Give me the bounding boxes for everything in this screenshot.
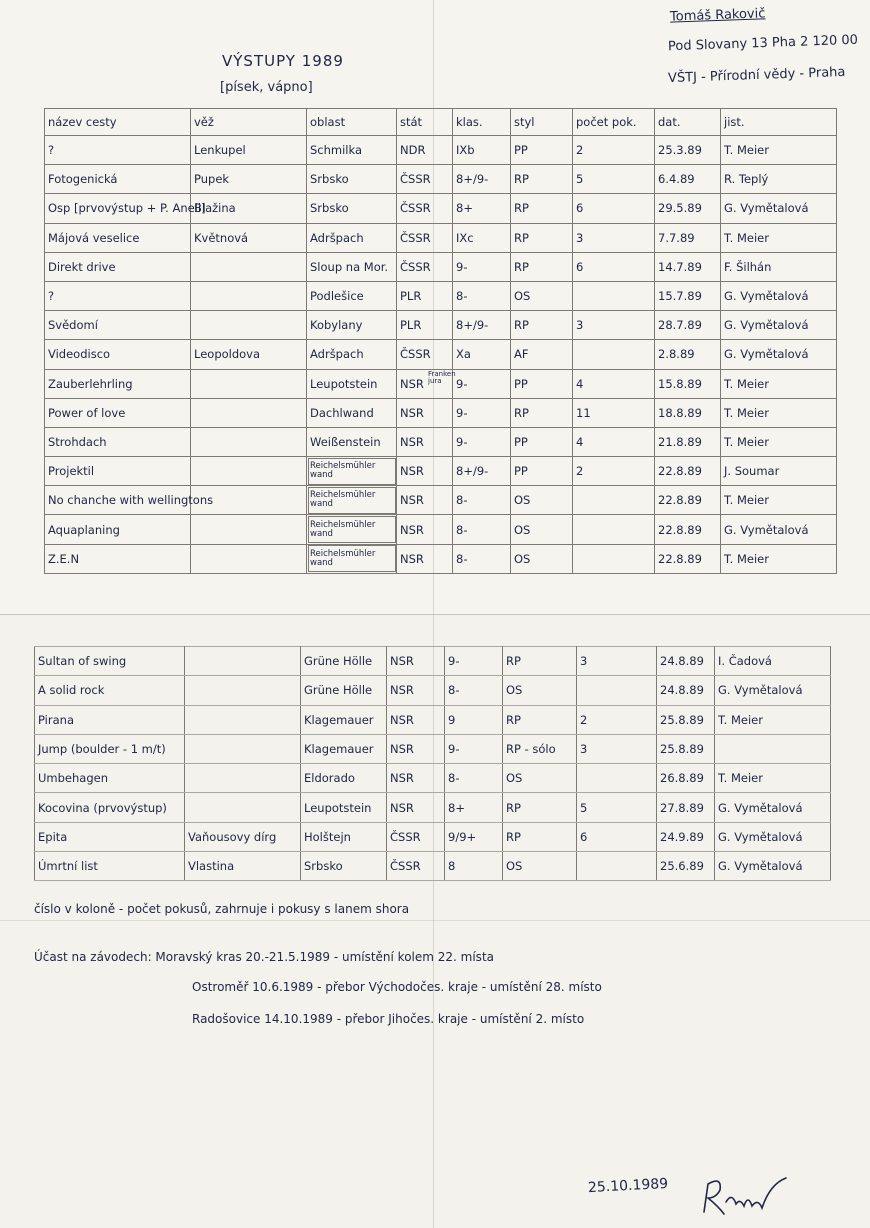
belay-cell: G. Vymětalová: [715, 793, 831, 822]
country-cell: NSR: [397, 544, 453, 573]
attempts-cell: [573, 486, 655, 515]
column-header: stát: [397, 109, 453, 136]
tower-cell: [191, 544, 307, 573]
attempts-cell: 2: [573, 136, 655, 165]
grade-cell: 8+/9-: [453, 165, 511, 194]
area-cell: Eldorado: [301, 764, 387, 793]
date-cell: 18.8.89: [655, 398, 721, 427]
grade-cell: 8-: [453, 544, 511, 573]
belay-cell: T. Meier: [715, 764, 831, 793]
country-cell: NSR: [387, 705, 445, 734]
area-cell: Dachlwand: [307, 398, 397, 427]
route-name-cell: Jump (boulder - 1 m/t): [35, 734, 185, 763]
attempts-cell: 11: [573, 398, 655, 427]
route-name-cell: Videodisco: [45, 340, 191, 369]
route-name-cell: Umbehagen: [35, 764, 185, 793]
table-row: [45, 427, 837, 456]
attempts-cell: 5: [577, 793, 657, 822]
grade-cell: 8-: [453, 515, 511, 544]
table-row: [45, 223, 837, 252]
style-cell: RP: [511, 252, 573, 281]
table-row: [35, 647, 831, 676]
table-row: [45, 252, 837, 281]
grade-cell: 8-: [453, 281, 511, 310]
tower-cell: [191, 457, 307, 486]
grade-cell: 9-: [453, 398, 511, 427]
country-cell: NDR: [397, 136, 453, 165]
grade-cell: 9-: [445, 734, 503, 763]
area-cell: Kobylany: [307, 311, 397, 340]
style-cell: RP - sólo: [503, 734, 577, 763]
style-cell: RP: [503, 793, 577, 822]
route-name-cell: Aquaplaning: [45, 515, 191, 544]
attempts-cell: 2: [573, 457, 655, 486]
attempts-cell: [577, 676, 657, 705]
style-cell: OS: [503, 676, 577, 705]
belay-cell: T. Meier: [721, 427, 837, 456]
date-cell: 22.8.89: [655, 457, 721, 486]
route-name-cell: Direkt drive: [45, 252, 191, 281]
attempts-cell: [573, 544, 655, 573]
belay-cell: T. Meier: [715, 705, 831, 734]
route-name-cell: Epita: [35, 822, 185, 851]
grade-cell: 9/9+: [445, 822, 503, 851]
tower-cell: Vaňousovy dírg: [185, 822, 301, 851]
competitions-line-1: Účast na závodech: Moravský kras 20.-21.5.1989 - umístění kolem 22. místa: [34, 950, 494, 964]
style-cell: OS: [511, 544, 573, 573]
attempts-cell: [577, 764, 657, 793]
area-cell: Leupotstein: [301, 793, 387, 822]
belay-cell: T. Meier: [721, 398, 837, 427]
grade-cell: Xa: [453, 340, 511, 369]
date-cell: 22.8.89: [655, 515, 721, 544]
date-cell: 25.6.89: [657, 852, 715, 881]
author-address: Pod Slovany 13 Pha 2 120 00: [667, 32, 859, 55]
attempts-cell: [577, 852, 657, 881]
route-name-cell: ?: [45, 281, 191, 310]
table-row: [35, 764, 831, 793]
tower-cell: Vlastina: [185, 852, 301, 881]
area-cell: Srbsko: [307, 194, 397, 223]
date-cell: 25.3.89: [655, 136, 721, 165]
belay-cell: G. Vymětalová: [721, 311, 837, 340]
belay-cell: I. Čadová: [715, 647, 831, 676]
route-name-cell: Pirana: [35, 705, 185, 734]
route-name-cell: Svědomí: [45, 311, 191, 340]
area-cell: Grüne Hölle: [301, 676, 387, 705]
table-row: [45, 194, 837, 223]
style-cell: RP: [503, 705, 577, 734]
country-cell: NSR: [387, 647, 445, 676]
area-cell: Reichelsmühler wand: [307, 486, 397, 515]
tower-cell: [185, 647, 301, 676]
route-name-cell: Power of love: [45, 398, 191, 427]
style-cell: RP: [511, 165, 573, 194]
attempts-cell: 3: [573, 223, 655, 252]
page-title: VÝSTUPY 1989: [222, 52, 344, 70]
grade-cell: 9-: [453, 369, 511, 398]
country-cell: NSR: [387, 764, 445, 793]
attempts-cell: 6: [573, 194, 655, 223]
grade-cell: 9-: [445, 647, 503, 676]
table-row: [35, 705, 831, 734]
belay-cell: T. Meier: [721, 136, 837, 165]
area-cell: Reichelsmühler wand: [307, 457, 397, 486]
table-header-row: [45, 109, 837, 136]
date-cell: 21.8.89: [655, 427, 721, 456]
attempts-cell: 2: [577, 705, 657, 734]
country-cell: NSR: [397, 486, 453, 515]
attempts-cell: 4: [573, 369, 655, 398]
route-name-cell: Kocovina (prvovýstup): [35, 793, 185, 822]
route-name-cell: Osp [prvovýstup + P. Aneli]: [45, 194, 191, 223]
style-cell: OS: [503, 764, 577, 793]
area-cell: Schmilka: [307, 136, 397, 165]
column-header: jist.: [721, 109, 837, 136]
date-cell: 7.7.89: [655, 223, 721, 252]
date-cell: 15.8.89: [655, 369, 721, 398]
date-cell: 24.8.89: [657, 676, 715, 705]
area-cell: Weißenstein: [307, 427, 397, 456]
climbs-table-bottom: [34, 646, 831, 881]
table-row: [45, 457, 837, 486]
date-cell: 25.8.89: [657, 705, 715, 734]
competitions-line-3: Radošovice 14.10.1989 - přebor Jihočes. kraje - umístění 2. místo: [192, 1012, 585, 1026]
tower-cell: [191, 252, 307, 281]
table-row: [35, 852, 831, 881]
grade-cell: 8: [445, 852, 503, 881]
style-cell: RP: [511, 311, 573, 340]
table-row: [45, 165, 837, 194]
country-cell: ČSSR: [387, 822, 445, 851]
tower-cell: [191, 369, 307, 398]
tower-cell: [191, 515, 307, 544]
area-cell: Leupotstein: [307, 369, 397, 398]
area-cell: Klagemauer: [301, 734, 387, 763]
table-row: [45, 136, 837, 165]
style-cell: RP: [511, 223, 573, 252]
belay-cell: G. Vymětalová: [721, 515, 837, 544]
competitions-line-2: Ostroměř 10.6.1989 - přebor Východočes. kraje - umístění 28. místo: [192, 980, 602, 994]
table-row: [35, 822, 831, 851]
country-cell: ČSSR: [397, 252, 453, 281]
grade-cell: 8+: [453, 194, 511, 223]
signature-date: 25.10.1989: [587, 1175, 669, 1197]
area-cell: Grüne Hölle: [301, 647, 387, 676]
signature: [700, 1172, 790, 1220]
grade-cell: IXb: [453, 136, 511, 165]
column-header: klas.: [453, 109, 511, 136]
grade-cell: 9-: [453, 427, 511, 456]
tower-cell: Leopoldova: [191, 340, 307, 369]
column-header: počet pok.: [573, 109, 655, 136]
paper-fold-horizontal: [0, 920, 870, 921]
country-cell: NSR: [387, 793, 445, 822]
attempts-cell: 6: [577, 822, 657, 851]
style-cell: RP: [503, 647, 577, 676]
area-cell: Sloup na Mor.: [307, 252, 397, 281]
belay-cell: G. Vymětalová: [721, 281, 837, 310]
route-name-cell: No chanche with wellingtons: [45, 486, 191, 515]
style-cell: OS: [511, 515, 573, 544]
area-cell: Holštejn: [301, 822, 387, 851]
table-row: [45, 340, 837, 369]
tower-cell: [191, 311, 307, 340]
country-cell: ČSSR: [397, 194, 453, 223]
grade-cell: 8-: [445, 676, 503, 705]
country-cell: ČSSR: [397, 165, 453, 194]
table-row: [45, 486, 837, 515]
route-name-cell: Fotogenická: [45, 165, 191, 194]
table-row: [45, 544, 837, 573]
tower-cell: [185, 734, 301, 763]
grade-cell: IXc: [453, 223, 511, 252]
date-cell: 27.8.89: [657, 793, 715, 822]
table-row: [45, 515, 837, 544]
belay-cell: G. Vymětalová: [715, 676, 831, 705]
climbs-table-top-body: [45, 136, 837, 574]
route-name-cell: A solid rock: [35, 676, 185, 705]
tower-cell: [185, 705, 301, 734]
tower-cell: [191, 281, 307, 310]
style-cell: PP: [511, 427, 573, 456]
column-header: dat.: [655, 109, 721, 136]
style-cell: RP: [503, 822, 577, 851]
tower-cell: Květnová: [191, 223, 307, 252]
style-cell: PP: [511, 457, 573, 486]
tower-cell: [185, 793, 301, 822]
date-cell: 15.7.89: [655, 281, 721, 310]
grade-cell: 8-: [445, 764, 503, 793]
attempts-note: číslo v koloně - počet pokusů, zahrnuje i pokusy s lanem shora: [34, 902, 410, 916]
table-row: [35, 676, 831, 705]
area-cell: Reichelsmühler wand: [307, 515, 397, 544]
table-row: [45, 311, 837, 340]
belay-cell: [715, 734, 831, 763]
belay-cell: G. Vymětalová: [721, 194, 837, 223]
date-cell: 24.9.89: [657, 822, 715, 851]
climbs-table-top: [44, 108, 837, 574]
page-subtitle: [písek, vápno]: [220, 80, 313, 95]
climbs-table-bottom-body: [35, 647, 831, 881]
grade-cell: 8+: [445, 793, 503, 822]
belay-cell: R. Teplý: [721, 165, 837, 194]
tower-cell: Blažina: [191, 194, 307, 223]
attempts-cell: [573, 515, 655, 544]
column-header: oblast: [307, 109, 397, 136]
route-name-cell: Sultan of swing: [35, 647, 185, 676]
style-cell: RP: [511, 194, 573, 223]
attempts-cell: 3: [577, 734, 657, 763]
route-name-cell: Strohdach: [45, 427, 191, 456]
belay-cell: G. Vymětalová: [721, 340, 837, 369]
tower-cell: [191, 398, 307, 427]
author-name: Tomáš Rakovič: [669, 6, 766, 25]
belay-cell: G. Vymětalová: [715, 852, 831, 881]
date-cell: 2.8.89: [655, 340, 721, 369]
country-cell: ČSSR: [387, 852, 445, 881]
grade-cell: 8+/9-: [453, 457, 511, 486]
country-cell: NSR: [397, 457, 453, 486]
attempts-cell: [573, 281, 655, 310]
belay-cell: T. Meier: [721, 369, 837, 398]
route-name-cell: Májová veselice: [45, 223, 191, 252]
attempts-cell: 4: [573, 427, 655, 456]
attempts-cell: 3: [573, 311, 655, 340]
date-cell: 25.8.89: [657, 734, 715, 763]
date-cell: 29.5.89: [655, 194, 721, 223]
country-cell: NSR Franken jura: [397, 369, 453, 398]
country-note: Franken jura: [428, 369, 456, 385]
style-cell: PP: [511, 136, 573, 165]
table-row: [35, 793, 831, 822]
belay-cell: T. Meier: [721, 544, 837, 573]
table-row: [45, 369, 837, 398]
country-cell: PLR: [397, 281, 453, 310]
attempts-cell: 5: [573, 165, 655, 194]
style-cell: OS: [511, 486, 573, 515]
grade-cell: 9-: [453, 252, 511, 281]
area-cell: Podlešice: [307, 281, 397, 310]
column-header: styl: [511, 109, 573, 136]
area-cell: Reichelsmühler wand: [307, 544, 397, 573]
date-cell: 22.8.89: [655, 486, 721, 515]
tower-cell: Pupek: [191, 165, 307, 194]
grade-cell: 8+/9-: [453, 311, 511, 340]
table-row: [45, 281, 837, 310]
column-header: věž: [191, 109, 307, 136]
area-cell: Srbsko: [307, 165, 397, 194]
style-cell: OS: [511, 281, 573, 310]
club-name: VŠTJ - Přírodní vědy - Praha: [667, 64, 846, 87]
area-cell: Adršpach: [307, 340, 397, 369]
route-name-cell: Projektil: [45, 457, 191, 486]
date-cell: 28.7.89: [655, 311, 721, 340]
route-name-cell: Z.E.N: [45, 544, 191, 573]
belay-cell: G. Vymětalová: [715, 822, 831, 851]
table-row: [35, 734, 831, 763]
route-name-cell: Zauberlehrling: [45, 369, 191, 398]
attempts-cell: 6: [573, 252, 655, 281]
date-cell: 22.8.89: [655, 544, 721, 573]
attempts-cell: 3: [577, 647, 657, 676]
country-cell: NSR: [387, 676, 445, 705]
style-cell: RP: [511, 398, 573, 427]
area-cell: Srbsko: [301, 852, 387, 881]
area-cell: Klagemauer: [301, 705, 387, 734]
tower-cell: Lenkupel: [191, 136, 307, 165]
route-name-cell: Úmrtní list: [35, 852, 185, 881]
area-cell: Adršpach: [307, 223, 397, 252]
country-cell: NSR: [387, 734, 445, 763]
belay-cell: T. Meier: [721, 486, 837, 515]
table-row: [45, 398, 837, 427]
style-cell: OS: [503, 852, 577, 881]
tower-cell: [185, 676, 301, 705]
country-cell: ČSSR: [397, 340, 453, 369]
date-cell: 26.8.89: [657, 764, 715, 793]
tower-cell: [185, 764, 301, 793]
country-cell: NSR: [397, 398, 453, 427]
tower-cell: [191, 427, 307, 456]
attempts-cell: [573, 340, 655, 369]
date-cell: 24.8.89: [657, 647, 715, 676]
date-cell: 6.4.89: [655, 165, 721, 194]
country-cell: NSR: [397, 515, 453, 544]
belay-cell: T. Meier: [721, 223, 837, 252]
belay-cell: J. Soumar: [721, 457, 837, 486]
country-cell: ČSSR: [397, 223, 453, 252]
country-cell: PLR: [397, 311, 453, 340]
route-name-cell: ?: [45, 136, 191, 165]
date-cell: 14.7.89: [655, 252, 721, 281]
grade-cell: 9: [445, 705, 503, 734]
grade-cell: 8-: [453, 486, 511, 515]
style-cell: AF: [511, 340, 573, 369]
style-cell: PP: [511, 369, 573, 398]
column-header: název cesty: [45, 109, 191, 136]
country-cell: NSR: [397, 427, 453, 456]
belay-cell: F. Šilhán: [721, 252, 837, 281]
